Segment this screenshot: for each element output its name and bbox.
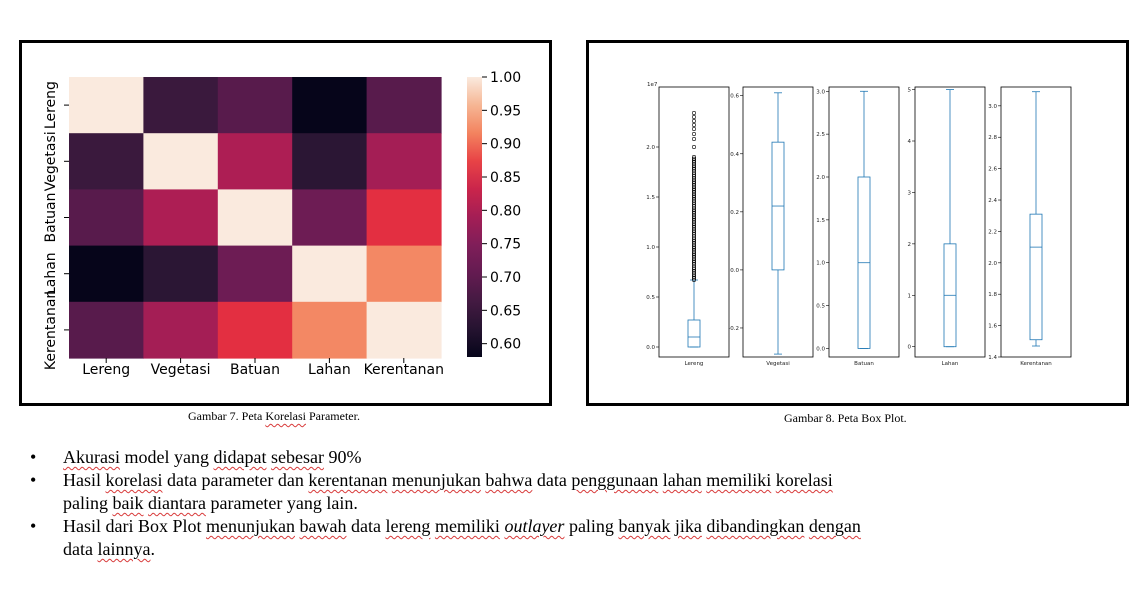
bullet-text-run: model yang [120, 447, 214, 467]
y-tick-label: 1.4 [988, 355, 997, 361]
y-tick-label: 2.0 [988, 260, 997, 267]
bullet-text-run: lainnya [97, 539, 151, 559]
x-tick-label: Lahan [308, 362, 351, 378]
heatmap-cell [367, 302, 442, 359]
y-tick-label: 2.0 [816, 175, 825, 181]
colorbar-tick-label: 0.90 [490, 136, 522, 153]
bullet-item [30, 515, 870, 561]
y-tick-label: 0.5 [816, 303, 825, 310]
x-tick-label: Kerentanan [363, 362, 445, 378]
x-tick-label: Batuan [854, 361, 874, 367]
x-tick-label: Lereng [684, 361, 704, 367]
heatmap-cell [218, 246, 293, 303]
outlier-point [692, 137, 695, 140]
y-tick-label: 1.6 [988, 323, 997, 330]
y-tick-label: 0.4 [730, 151, 739, 158]
heatmap-cell [69, 189, 144, 246]
outlier-point [692, 111, 695, 114]
x-tick-label: Kerentanan [1020, 361, 1052, 367]
bullet-glyph: • [30, 470, 37, 490]
heatmap-cell [143, 246, 218, 303]
bullet-text-run: outlayer [504, 516, 565, 536]
axis-exponent-label: 1e7 [647, 82, 658, 88]
x-tick-label: Lereng [82, 362, 131, 378]
y-tick-label: 2.6 [988, 166, 997, 173]
bullet-text-run: bawah [299, 516, 347, 536]
y-tick-label: Kerentanan [43, 289, 59, 371]
heatmap-caption [188, 409, 360, 424]
outlier-point [692, 123, 695, 126]
colorbar [467, 77, 482, 357]
y-tick-label: 2.5 [816, 132, 825, 139]
bullet-text-run: banyak [618, 516, 671, 536]
outlier-point [692, 127, 695, 130]
outlier-point [692, 145, 695, 148]
y-tick-label: 1.5 [816, 217, 825, 224]
bullet-text-run: korelasi [105, 470, 163, 490]
x-tick-label: Batuan [230, 362, 280, 378]
heatmap-cell [292, 246, 367, 303]
bullet-text-run: paling [564, 516, 619, 536]
bullet-text-run: bahwa [485, 470, 533, 490]
bullet-text-run: penggunaan [571, 470, 659, 490]
y-tick-label: Lahan [43, 252, 59, 296]
y-tick-label: 3.0 [816, 89, 825, 96]
y-tick-label: 0.5 [646, 295, 655, 301]
y-tick-label: 0.2 [730, 209, 739, 216]
caption-text: Gambar 7. Peta [188, 409, 266, 423]
heatmap-cell [143, 189, 218, 246]
outlier-point [692, 119, 695, 122]
heatmap-cell [69, 246, 144, 303]
heatmap-cell [143, 77, 218, 134]
bullet-item [30, 469, 870, 515]
bullet-text-run: data [346, 516, 386, 536]
bullet-text-run: Hasil [63, 470, 106, 490]
bullet-text-run: Hasil dari Box Plot [63, 516, 206, 536]
bullet-text-run: lereng [385, 516, 431, 536]
heatmap-cell [292, 302, 367, 359]
y-tick-label: 2.2 [988, 229, 997, 236]
caption-text: Parameter. [305, 409, 360, 423]
y-tick-label: 0.6 [730, 93, 739, 100]
bullet-text-run: . [150, 539, 155, 559]
bullet-item [30, 446, 870, 469]
heatmap-cell [292, 189, 367, 246]
boxplot-caption: Gambar 8. Peta Box Plot. [784, 411, 907, 425]
bullet-text-run: Akurasi [63, 447, 120, 467]
y-tick-label: 1.5 [646, 195, 655, 201]
y-tick-label: 2.8 [988, 135, 997, 142]
heatmap-cell [69, 77, 144, 134]
colorbar-tick-label: 0.80 [490, 203, 522, 220]
y-tick-label: Lereng [43, 81, 59, 130]
x-tick-label: Lahan [941, 361, 959, 367]
boxplot-figure [586, 40, 1129, 406]
colorbar-tick-label: 1.00 [490, 70, 522, 86]
heatmap-cell [218, 133, 293, 190]
y-tick-label: 3.0 [988, 103, 997, 110]
y-tick-label: 3 [907, 190, 911, 197]
y-tick-label: 0.0 [816, 346, 825, 353]
heatmap-figure [19, 40, 552, 406]
box-iqr [688, 320, 700, 347]
heatmap-cell [292, 77, 367, 134]
bullet-text-run: kerentanan [308, 470, 388, 490]
x-tick-label: Vegetasi [150, 362, 211, 378]
bullet-text-run: memiliki [706, 470, 772, 490]
y-tick-label: 0.0 [730, 267, 739, 274]
bullet-text-run: menunjukan [206, 516, 295, 536]
heatmap-cell [367, 189, 442, 246]
box-iqr [1030, 214, 1042, 340]
bullet-text-run: memiliki [434, 516, 500, 536]
bullet-text-run: menunjukan [391, 470, 481, 490]
y-tick-label: 1.0 [646, 245, 655, 251]
correlation-heatmap [22, 43, 549, 403]
heatmap-cell [367, 77, 442, 134]
x-tick-label: Vegetasi [766, 361, 790, 367]
colorbar-tick-label: 0.75 [490, 236, 522, 253]
bullet-glyph: • [30, 447, 37, 467]
bullet-list [30, 446, 870, 561]
y-tick-label: 5 [907, 87, 911, 94]
bullet-text-run: data [63, 539, 98, 559]
bullet-text-run: dengan [808, 516, 861, 536]
y-tick-label: Vegetasi [43, 131, 59, 192]
bullet-text-run: dibandingkan [706, 516, 805, 536]
bullet-text-run: data parameter dan [162, 470, 309, 490]
heatmap-cell [143, 302, 218, 359]
bullet-text-run: data [532, 470, 572, 490]
y-tick-label: 0.0 [646, 345, 655, 351]
colorbar-tick-label: 0.95 [490, 103, 522, 120]
colorbar-tick-label: 0.60 [490, 336, 522, 353]
bullet-text-run: jika [674, 516, 702, 536]
y-tick-label: -0.2 [728, 325, 739, 332]
heatmap-cell [367, 133, 442, 190]
bullet-text-run: lahan [662, 470, 702, 490]
bullet-text-run: sebesar [270, 447, 324, 467]
bullet-text-run: didapat [213, 447, 267, 467]
heatmap-cell [367, 246, 442, 303]
y-tick-label: 2.0 [646, 145, 655, 151]
caption-word: Korelasi [265, 409, 306, 423]
outlier-point [692, 115, 695, 118]
bullet-text-run: parameter yang lain. [205, 493, 358, 513]
heatmap-cell [143, 133, 218, 190]
y-tick-label: 1.0 [816, 260, 825, 267]
colorbar-tick-label: 0.65 [490, 303, 522, 320]
colorbar-tick-label: 0.70 [490, 270, 522, 286]
y-tick-label: 2.4 [988, 198, 997, 205]
heatmap-cell [69, 133, 144, 190]
bullet-text-run: 90% [323, 447, 362, 467]
heatmap-cell [292, 133, 367, 190]
bullet-text-run: korelasi [775, 470, 833, 490]
y-tick-label: 1.8 [988, 292, 997, 299]
bullet-text-run: baik [112, 493, 144, 513]
y-tick-label: 1 [907, 293, 911, 300]
colorbar-tick-label: 0.85 [490, 170, 522, 186]
heatmap-cell [218, 302, 293, 359]
heatmap-cell [69, 302, 144, 359]
boxplot-chart [589, 43, 1126, 403]
bullet-glyph: • [30, 516, 37, 536]
heatmap-cell [218, 189, 293, 246]
y-tick-label: 0 [907, 344, 911, 351]
outlier-point [692, 132, 695, 135]
y-tick-label: Batuan [43, 192, 59, 243]
bullet-text-run: diantara [148, 493, 206, 513]
y-tick-label: 2 [907, 241, 911, 248]
bullet-text-run: paling [63, 493, 113, 513]
y-tick-label: 4 [907, 139, 911, 145]
heatmap-cell [218, 77, 293, 134]
